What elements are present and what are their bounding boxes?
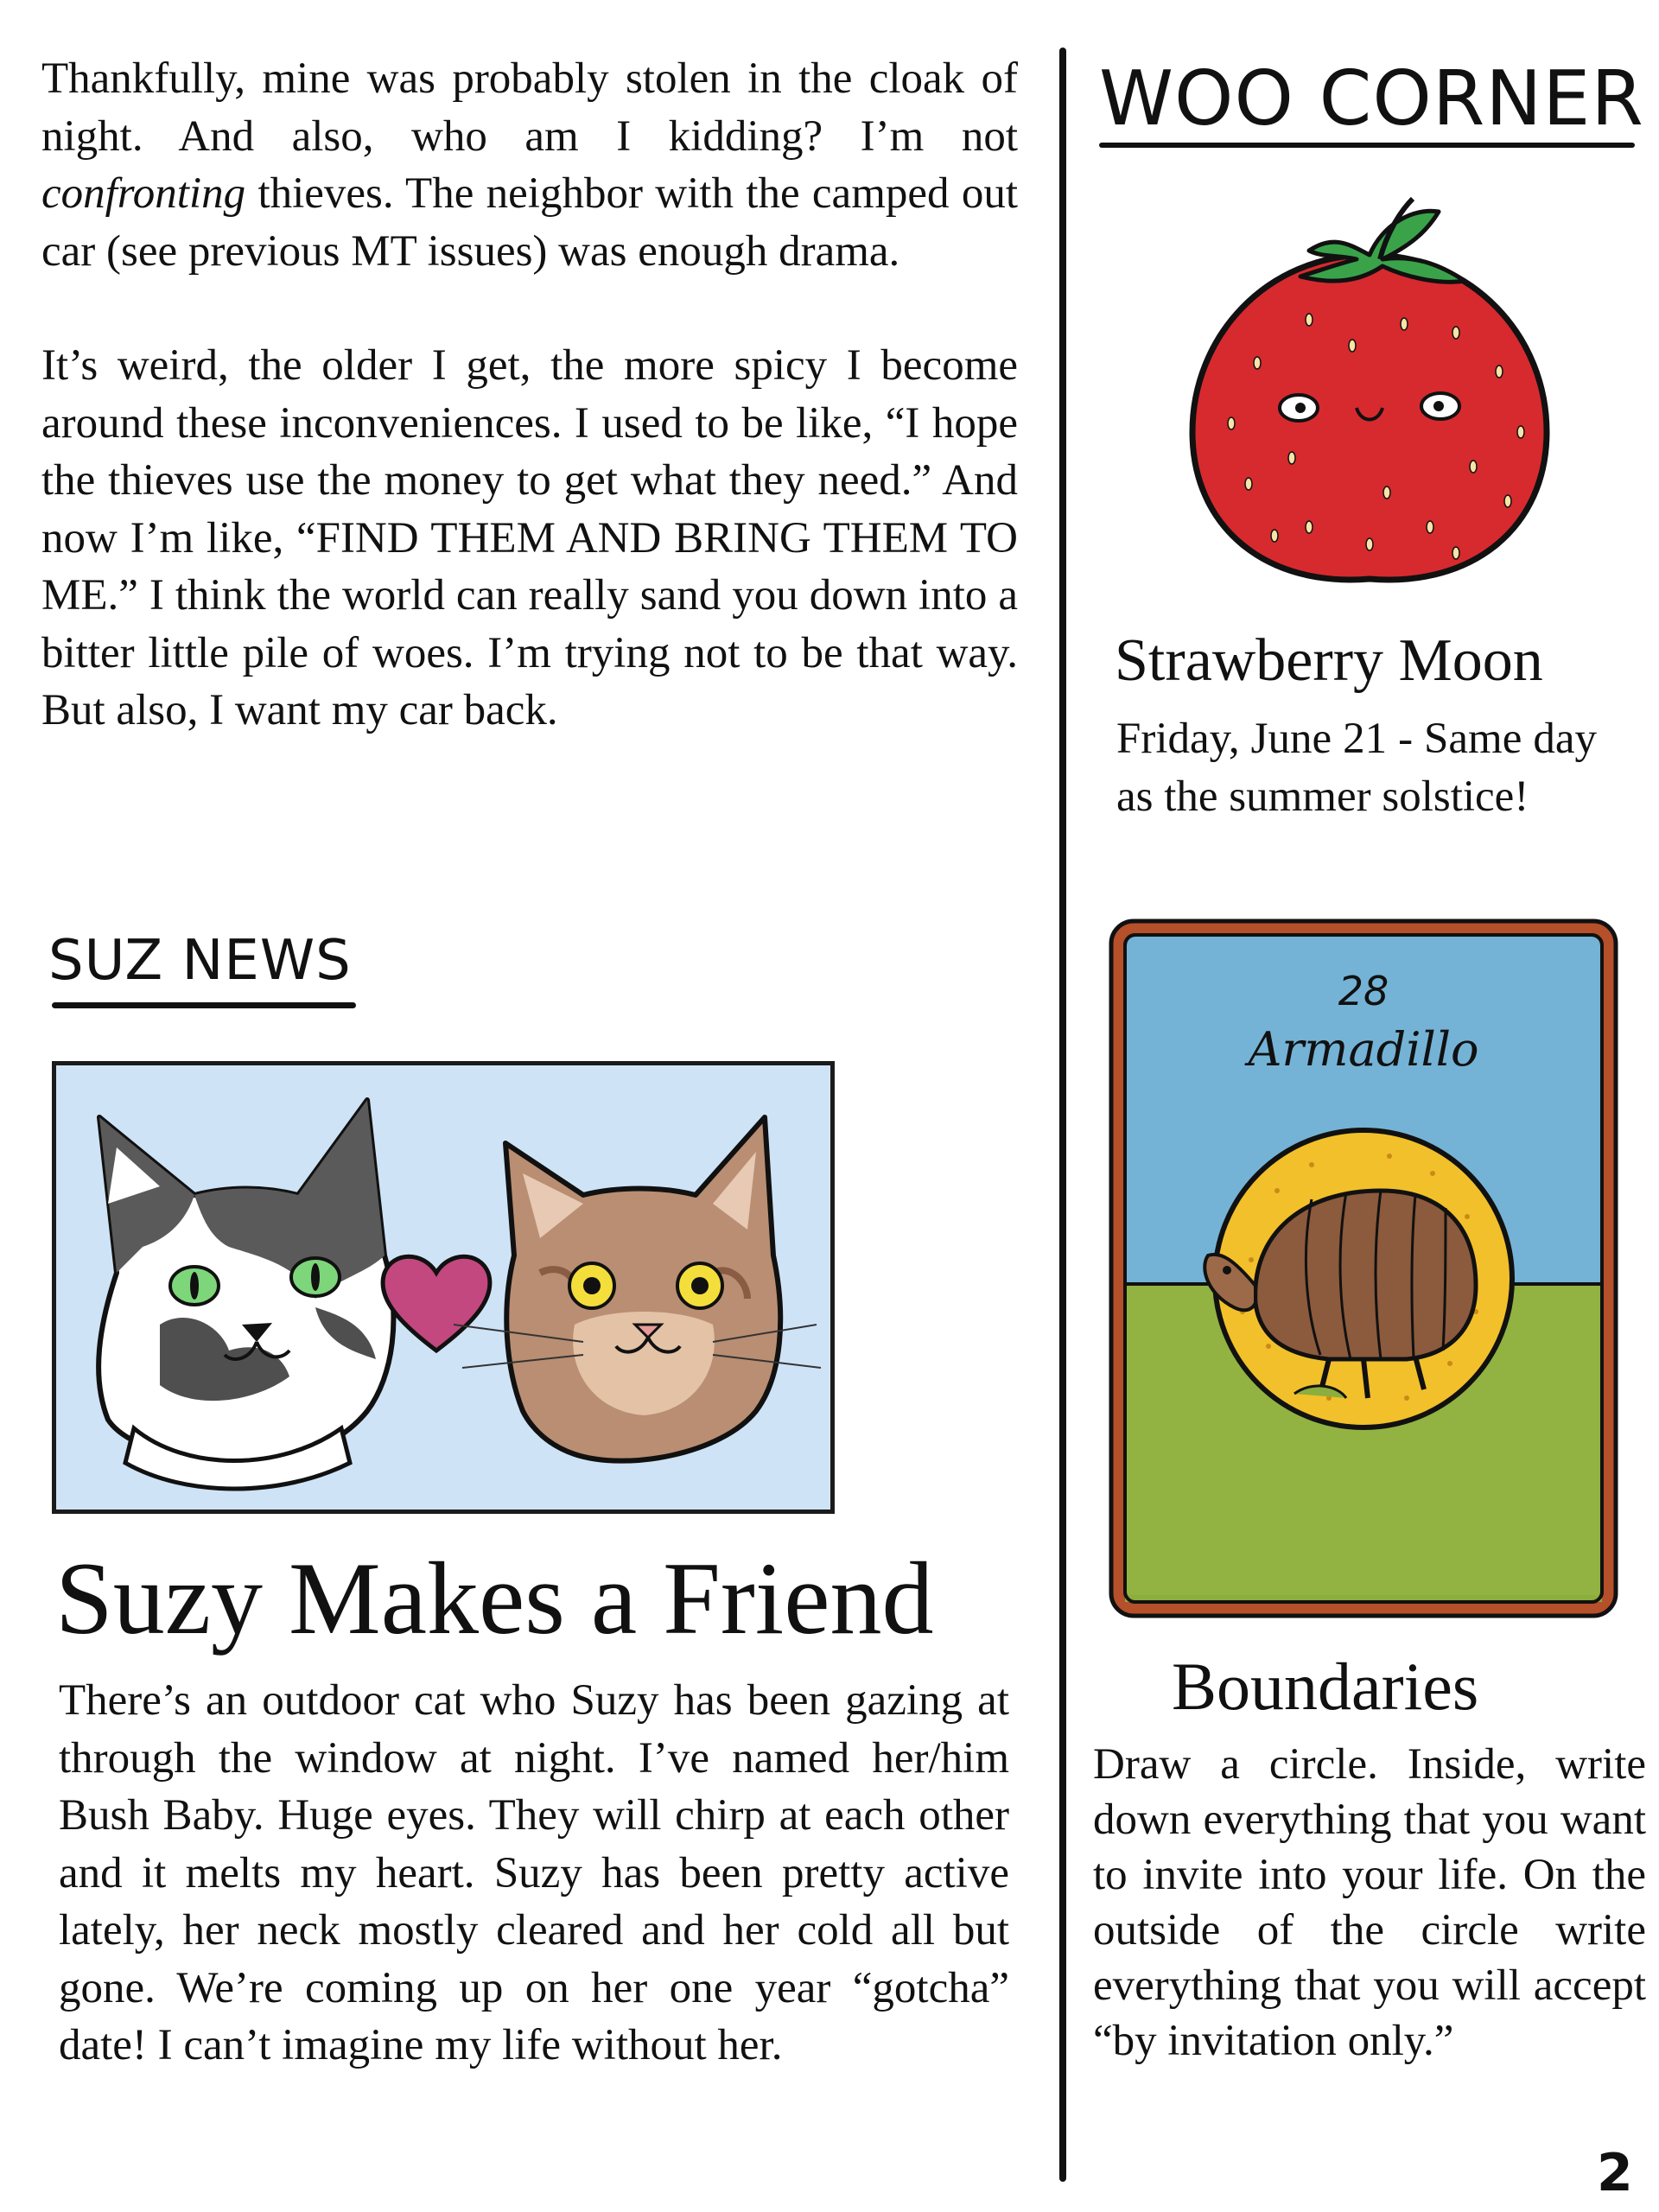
boundaries-body: Draw a circle. Inside, write down everything that you want to invite into your life. On the outside of the circle write everything that you will accept “by invitation only.” xyxy=(1093,1740,1646,2065)
woo-corner-underline xyxy=(1099,143,1635,148)
strawberry-moon-title: Strawberry Moon xyxy=(1115,627,1543,694)
column-divider xyxy=(1059,48,1066,2182)
strawberry-moon-body: Friday, June 21 - Same day as the summer solstice! xyxy=(1116,715,1597,821)
cat-black-white-icon xyxy=(99,1100,393,1489)
cat-brown-icon xyxy=(454,1117,821,1461)
strawberry-illustration xyxy=(1179,173,1560,601)
cats-svg xyxy=(56,1065,830,1510)
armadillo-card-svg xyxy=(1104,914,1623,1623)
suzy-article-title: Suzy Makes a Friend xyxy=(55,1541,934,1656)
strawberry-icon xyxy=(1179,173,1560,596)
intro-article xyxy=(41,50,1018,797)
intro-paragraph-1: Thankfully, mine was probably stolen in the cloak of night. And also, who am I kidding? I’m not confronting thieves. The neighbor with the camped out car (see previous MT issues) was enough drama. xyxy=(41,54,1018,276)
intro-paragraph-2: It’s weird, the older I get, the more spicy I become around these inconveniences. I used to be like, “I hope the thieves use the money to get what they need.” And now I’m like, “FIND THEM AND BRING THEM TO ME.” I think the world can really sand you down into a bitter little pile of woes. I’m trying not to be that way. But also, I want my car back. xyxy=(41,341,1018,734)
suzy-article-body: There’s an outdoor cat who Suzy has been gazing at through the window at night. I’ve named her/him Bush Baby. Huge eyes. They will chirp at each other and it melts my heart. Suzy has been pretty active lately, her neck mostly cleared and her cold all but gone. We’re coming up on her one year “gotcha” date! I can’t imagine my life without her. xyxy=(59,1676,1009,2069)
cats-illustration xyxy=(52,1061,835,1514)
woo-corner-heading: WOO CORNER xyxy=(1099,54,1644,143)
suz-news-underline xyxy=(52,1002,356,1008)
page-number: 2 xyxy=(1597,2143,1633,2203)
card-number: 28 xyxy=(1338,968,1389,1014)
boundaries-title: Boundaries xyxy=(1172,1649,1479,1724)
card-name: Armadillo xyxy=(1248,1022,1479,1077)
emphasis-confronting: confronting xyxy=(41,169,246,218)
armadillo-card xyxy=(1104,914,1623,1627)
heart-icon xyxy=(383,1256,490,1351)
suz-news-heading: SUZ NEWS xyxy=(48,929,352,993)
